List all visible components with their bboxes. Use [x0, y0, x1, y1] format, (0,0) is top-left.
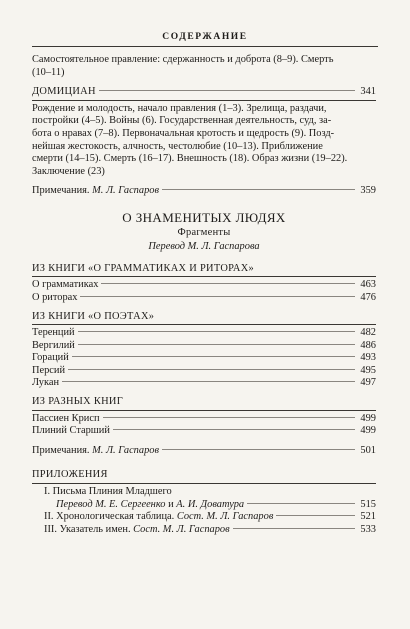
appendix-2-author: Сост. М. Л. Гаспаров [176, 511, 274, 523]
toc-entry[interactable] [32, 425, 376, 438]
leader-dots [78, 331, 355, 332]
notes-author: М. Л. Гаспаров [92, 185, 159, 197]
entry-label: О грамматиках [32, 279, 99, 291]
leader-dots [80, 296, 355, 297]
appendix-1-and: и [168, 498, 174, 510]
appendix-3-entry[interactable] [32, 524, 376, 537]
entry-page: 486 [360, 339, 376, 351]
toc-entry[interactable] [32, 279, 376, 292]
section-rule [32, 100, 376, 101]
entry-page: 476 [360, 291, 376, 303]
entry-label: Вергилий [32, 339, 75, 351]
entry-label: О риторах [32, 291, 78, 303]
appendix-2-entry[interactable] [32, 511, 376, 524]
toc-entry[interactable] [32, 340, 376, 353]
entry-page: 493 [360, 352, 376, 364]
section-rule [32, 276, 376, 277]
part-translation: Перевод М. Л. Гаспарова [148, 241, 260, 253]
domitian-line-4: нейшая жестокость, алчность, честолюбие (10–13). Приближение [32, 140, 323, 152]
notes-label: Примечания. [32, 185, 90, 197]
grammar-heading: ИЗ КНИГИ «О ГРАММАТИКАХ И РИТОРАХ» [32, 262, 255, 274]
toc-content [32, 54, 376, 536]
part-title: О ЗНАМЕНИТЫХ ЛЮДЯХ [122, 209, 286, 225]
notes-page: 359 [360, 185, 376, 197]
leader-dots [162, 449, 355, 450]
appendix-2-label: II. Хронологическая таблица. [44, 511, 175, 523]
notes-entry[interactable] [32, 445, 376, 458]
domitian-notes-entry[interactable] [32, 185, 376, 198]
toc-entry[interactable] [32, 292, 376, 305]
entry-label: Лукан [32, 377, 60, 389]
leader-dots [62, 381, 355, 382]
leader-dots [233, 528, 355, 529]
various-heading: ИЗ РАЗНЫХ КНИГ [32, 396, 124, 408]
entry-page: 497 [360, 377, 376, 389]
entry-page: 499 [360, 425, 376, 437]
leader-dots [247, 503, 355, 504]
leader-dots [276, 515, 355, 516]
entry-label: Персий [32, 364, 66, 376]
leader-dots [101, 283, 355, 284]
section-rule [32, 410, 376, 411]
poets-heading: ИЗ КНИГИ «О ПОЭТАХ» [32, 310, 155, 322]
part-subtitle: Фрагменты [177, 226, 231, 238]
leader-dots [72, 356, 355, 357]
toc-entry[interactable] [32, 365, 376, 378]
leader-dots [78, 344, 355, 345]
domitian-heading[interactable] [32, 86, 376, 99]
appendix-3-page: 533 [360, 523, 376, 535]
entry-label: Пассиен Крисп [32, 412, 100, 424]
domitian-summary [32, 103, 376, 179]
domitian-line-5: смерти (14–15). Смерть (16–17). Внешность (18). Образ жизни (19–22). [32, 153, 348, 165]
toc-entry[interactable] [32, 352, 376, 365]
appendix-1-label: I. Письма Плиния Младшего [44, 486, 172, 498]
toc-entry[interactable] [32, 413, 376, 426]
appendix-1-translation: Перевод М. Е. Сергеенко [56, 498, 166, 510]
appendix-1-page: 515 [360, 498, 376, 510]
top-paragraph [32, 54, 376, 79]
entry-page: 463 [360, 279, 376, 291]
leader-dots [68, 369, 355, 370]
appendix-1-entry[interactable] [32, 499, 376, 512]
toc-entry[interactable] [32, 377, 376, 390]
appendix-3-label: III. Указатель имен. [44, 523, 131, 535]
top-para-line-2: (10–11) [32, 66, 65, 78]
notes-label: Примечания. [32, 444, 90, 456]
section-rule [32, 324, 376, 325]
section-rule [32, 483, 376, 484]
running-head: СОДЕРЖАНИЕ [162, 32, 248, 42]
entry-label: Теренций [32, 327, 75, 339]
leader-dots [99, 90, 355, 91]
appendix-3-author: Сост. М. Л. Гаспаров [133, 523, 230, 535]
leader-dots [103, 417, 355, 418]
leader-dots [162, 189, 355, 190]
entry-page: 482 [360, 327, 376, 339]
domitian-line-6: Заключение (23) [32, 165, 105, 177]
notes-author: М. Л. Гаспаров [92, 444, 159, 456]
domitian-line-3: бота о нравах (7–8). Первоначальная кротость и щедрость (9). Позд- [32, 127, 335, 139]
domitian-line-1: Рождение и молодость, начало правления (1–3). Зрелища, раздачи, [32, 102, 327, 114]
domitian-line-2: постройки (4–5). Войны (6). Государственная деятельность, суд, за- [32, 115, 332, 127]
top-para-line-1: Самостоятельное правление: сдержанность и доброта (8–9). Смерть [32, 54, 334, 65]
notes-page: 501 [360, 444, 376, 456]
leader-dots [113, 429, 355, 430]
header-rule [32, 46, 378, 47]
appendix-2-page: 521 [360, 511, 376, 523]
entry-label: Гораций [32, 352, 69, 364]
toc-entry[interactable] [32, 327, 376, 340]
domitian-page: 341 [360, 86, 376, 98]
entry-label: Плиний Старший [32, 425, 110, 437]
appendix-1-translator2: А. И. Доватура [176, 498, 245, 510]
appendices-heading: ПРИЛОЖЕНИЯ [32, 469, 108, 481]
entry-page: 499 [360, 412, 376, 424]
entry-page: 495 [360, 364, 376, 376]
domitian-title: ДОМИЦИАН [32, 86, 96, 98]
